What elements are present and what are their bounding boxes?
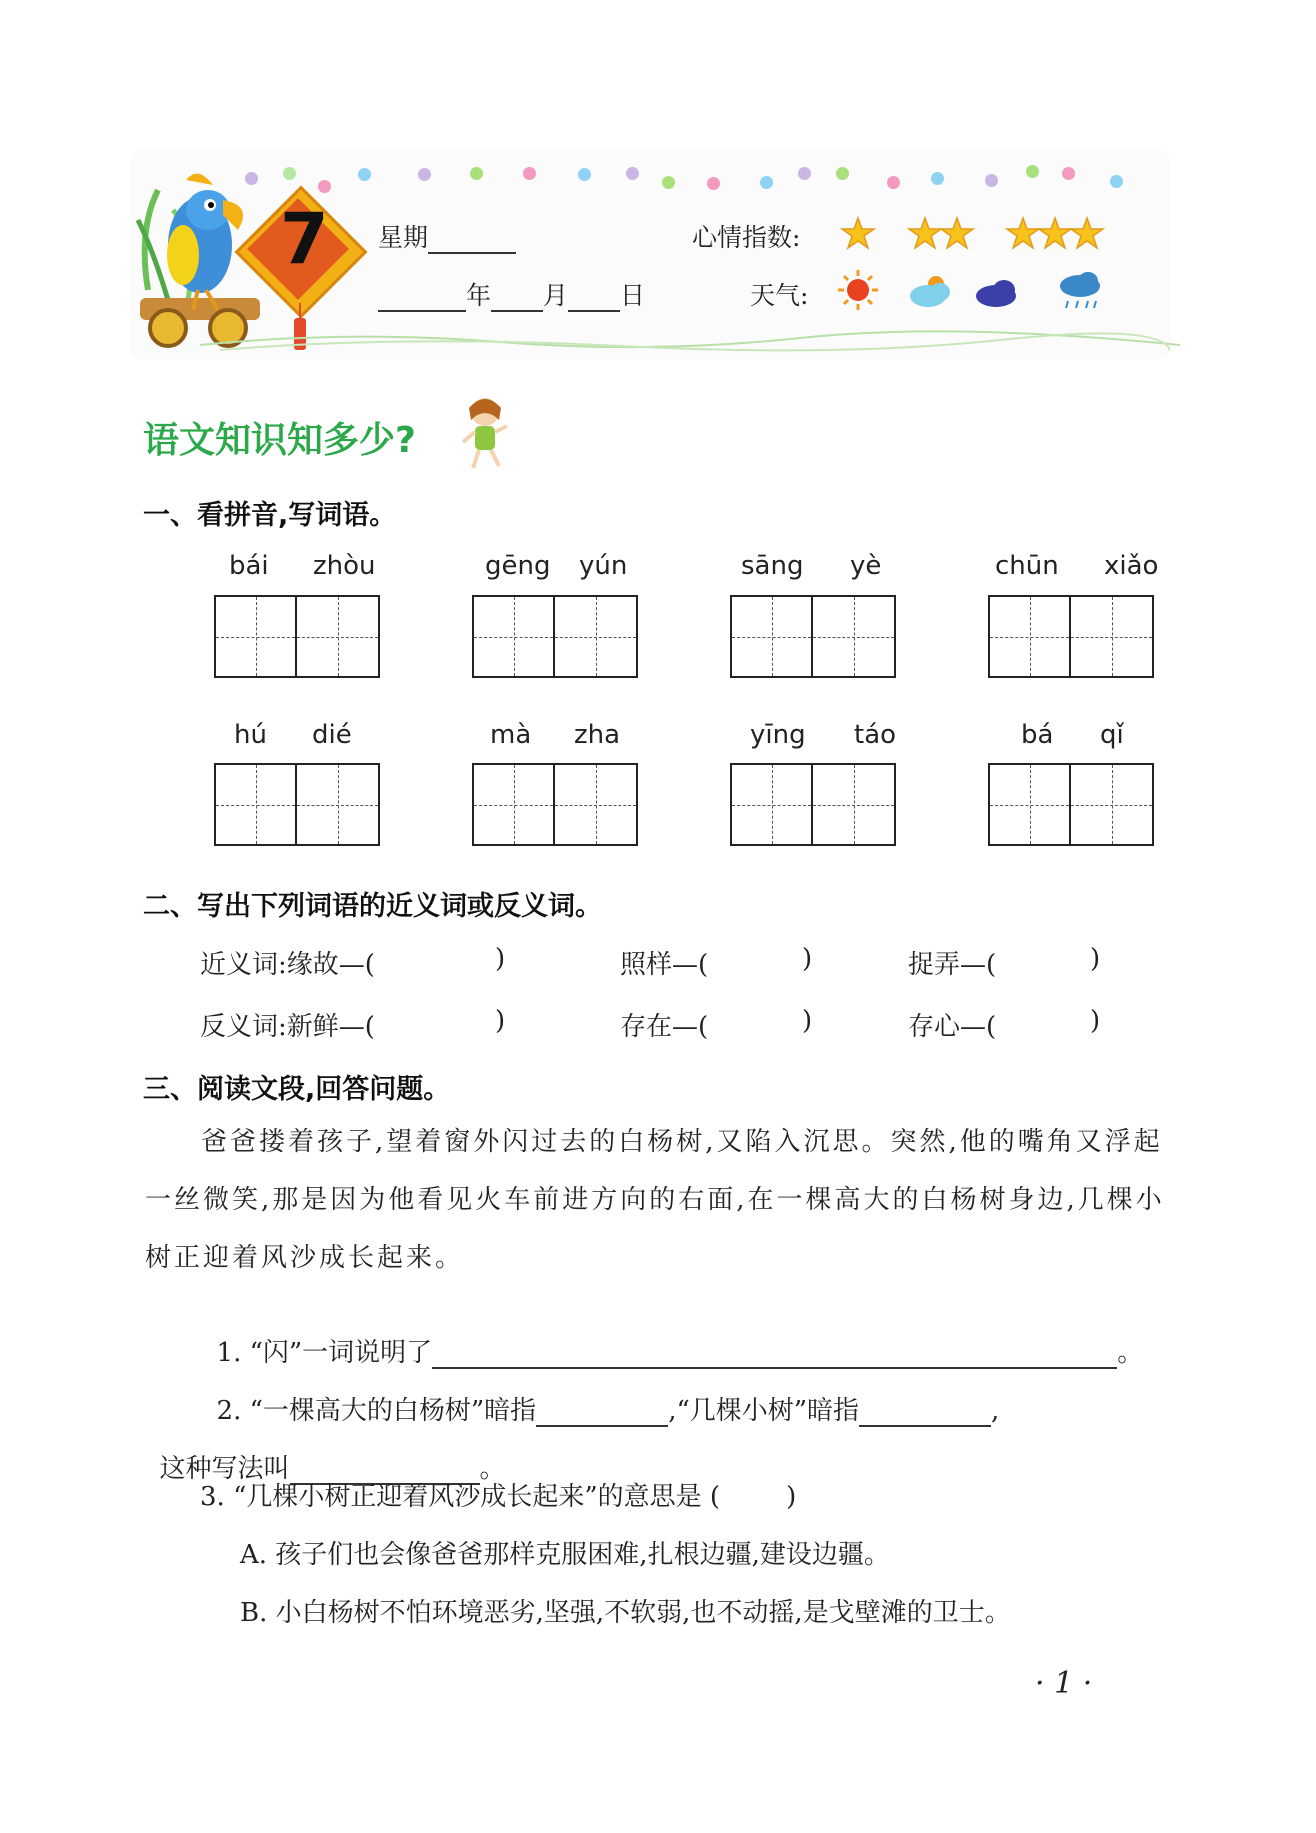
mood-label: 心情指数: — [692, 223, 801, 252]
mood-options — [840, 215, 1140, 259]
close-paren: ) — [495, 944, 506, 974]
synonym-item: 近义词:缘故—( — [200, 950, 375, 980]
answer-grid[interactable] — [472, 763, 638, 846]
partly-cloudy-icon[interactable] — [910, 276, 950, 307]
weather-label: 天气: — [750, 281, 809, 310]
section1-heading: 一、看拼音,写词语。 — [143, 500, 397, 531]
synonym-item: 照样—( — [620, 950, 709, 980]
close-paren: ) — [1090, 1006, 1101, 1036]
year-label: 年 — [466, 281, 492, 310]
pinyin-label: yún — [579, 551, 628, 581]
answer-grid[interactable] — [214, 763, 380, 846]
answer-grid[interactable] — [988, 595, 1154, 678]
option-a[interactable]: A. 孩子们也会像爸爸那样克服困难,扎根边疆,建设边疆。 — [240, 1540, 890, 1570]
girl-illustration — [455, 390, 515, 475]
pinyin-label: chūn — [995, 551, 1059, 581]
question-2-text-a: 2. “一棵高大的白杨树”暗指 — [216, 1396, 537, 1426]
month-input[interactable] — [491, 284, 543, 312]
year-input[interactable] — [378, 284, 466, 312]
question-2-text-c: 这种写法叫 — [159, 1454, 290, 1484]
close-paren: ) — [802, 944, 813, 974]
question-3: 3. “几棵小树正迎着风沙成长起来”的意思是 ( ) — [200, 1482, 797, 1512]
cloudy-icon[interactable] — [976, 280, 1016, 307]
pinyin-label: bái — [229, 551, 269, 581]
period: 。 — [1117, 1338, 1144, 1368]
pinyin-label: mà — [490, 720, 532, 750]
antonym-item: 反义词:新鲜—( — [200, 1012, 375, 1042]
pinyin-label: xiǎo — [1104, 551, 1159, 581]
weekday-label: 星期 — [378, 223, 429, 252]
close-paren: ) — [1090, 944, 1101, 974]
answer-grid[interactable] — [730, 595, 896, 678]
day-number: 7 — [280, 198, 329, 280]
period: 。 — [479, 1454, 506, 1484]
pinyin-label: dié — [312, 720, 352, 750]
weekday-field — [378, 218, 516, 254]
answer-grid[interactable] — [730, 763, 896, 846]
section2-heading: 二、写出下列词语的近义词或反义词。 — [143, 891, 602, 922]
page-title: 语文知识知多少? — [143, 420, 416, 461]
question-1 — [200, 1302, 1143, 1369]
pinyin-label: bá — [1021, 720, 1054, 750]
question-2-text-b: ,“几棵小树”暗指 — [668, 1396, 860, 1426]
rain-icon[interactable] — [1060, 272, 1100, 308]
three-stars-icon[interactable] — [1007, 218, 1103, 248]
close-paren: ) — [495, 1006, 506, 1036]
question-1-text: 1. “闪”一词说明了 — [216, 1338, 433, 1368]
day-input[interactable] — [568, 284, 620, 312]
pinyin-label: zhòu — [313, 551, 376, 581]
weekday-input[interactable] — [428, 226, 516, 254]
reading-passage: 爸爸搂着孩子,望着窗外闪过去的白杨树,又陷入沉思。突然,他的嘴角又浮起一丝微笑,那是因为他看见火车前进方向的右面,在一棵高大的白杨树身边,几棵小树正迎着风沙成长起来。 — [145, 1127, 1165, 1273]
option-b[interactable]: B. 小白杨树不怕环境恶劣,坚强,不软弱,也不动摇,是戈壁滩的卫士。 — [240, 1598, 1011, 1628]
pinyin-label: yīng — [750, 720, 806, 750]
date-field — [378, 276, 645, 312]
antonym-item: 存心—( — [908, 1012, 997, 1042]
pinyin-label: táo — [854, 720, 897, 750]
sun-icon[interactable] — [838, 270, 878, 310]
answer-grid[interactable] — [214, 595, 380, 678]
question-2 — [200, 1360, 999, 1427]
month-label: 月 — [543, 281, 569, 310]
pinyin-label: qǐ — [1100, 720, 1124, 750]
pinyin-label: yè — [850, 551, 882, 581]
answer-line[interactable] — [859, 1397, 991, 1427]
synonym-item: 捉弄—( — [908, 950, 997, 980]
answer-grid[interactable] — [988, 763, 1154, 846]
answer-line[interactable] — [536, 1397, 668, 1427]
close-paren: ) — [802, 1006, 813, 1036]
weather-options — [838, 268, 1108, 322]
section3-heading: 三、阅读文段,回答问题。 — [143, 1074, 451, 1105]
star-icon[interactable] — [842, 218, 874, 248]
pinyin-label: zha — [574, 720, 621, 750]
pinyin-label: gēng — [485, 551, 551, 581]
answer-grid[interactable] — [472, 595, 638, 678]
day-label: 日 — [620, 281, 646, 310]
antonym-item: 存在—( — [620, 1012, 709, 1042]
pinyin-label: hú — [234, 720, 267, 750]
two-stars-icon[interactable] — [909, 218, 973, 248]
pinyin-label: sāng — [741, 551, 804, 581]
comma: , — [991, 1396, 1000, 1426]
page-number: · 1 · — [1035, 1666, 1093, 1701]
grass-decoration — [200, 320, 1180, 360]
question-2-cont — [143, 1418, 506, 1485]
